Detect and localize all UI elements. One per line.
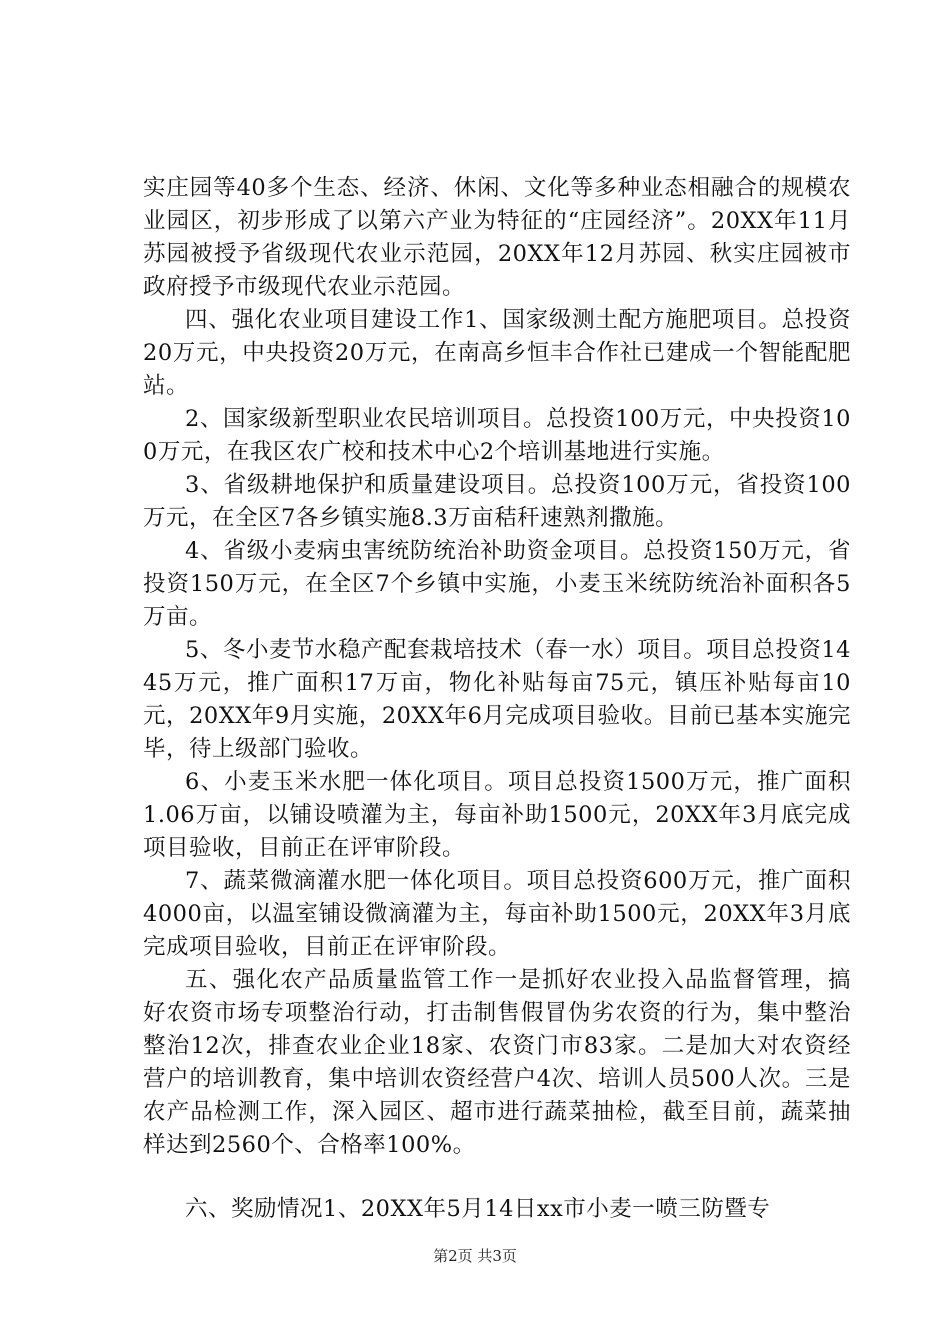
paragraph-item-4: 4、省级小麦病虫害统防统治补助资金项目。总投资150万元，省投资150万元，在全区7个乡镇中实施，小麦玉米统防统治补面积各5万亩。 xyxy=(143,538,851,630)
paragraph-item-7: 7、蔬菜微滴灌水肥一体化项目。项目总投资600万元，推广面积4000亩，以温室铺设微滴灌为主，每亩补助1500元，20XX年3月底完成项目验收，目前正在评审阶段。 xyxy=(143,868,851,960)
page-footer: 第2页 共3页 xyxy=(433,1247,517,1265)
paragraph-section-four: 四、强化农业项目建设工作1、国家级测土配方施肥项目。总投资20万元，中央投资20万元，在南高乡恒丰合作社已建成一个智能配肥站。 xyxy=(143,307,851,399)
paragraph-section-six: 六、奖励情况1、20XX年5月14日xx市小麦一喷三防暨专 xyxy=(185,1196,771,1222)
document-body xyxy=(143,172,851,1226)
paragraph-section-five: 五、强化农产品质量监管工作一是抓好农业投入品监督管理，搞好农资市场专项整治行动，打击制售假冒伪劣农资的行为，集中整治整治12次，排查农业企业18家、农资门市83家。二是加大对农资经营户的培训教育，集中培训农资经营户4次、培训人员500人次。三是农产品检测工作，深入园区、超市进行蔬菜抽检，截至目前，蔬菜抽样达到2560个、合格率100%。 xyxy=(143,967,851,1158)
paragraph-item-5: 5、冬小麦节水稳产配套栽培技术（春一水）项目。项目总投资1445万元，推广面积17万亩，物化补贴每亩75元，镇压补贴每亩10元，20XX年9月实施，20XX年6月完成项目验收。目前已基本实施完毕，待上级部门验收。 xyxy=(143,637,851,762)
paragraph-item-3: 3、省级耕地保护和质量建设项目。总投资100万元，省投资100万元，在全区7各乡镇实施8.3万亩秸秆速熟剂撒施。 xyxy=(143,472,851,531)
paragraph-estate-economy: 实庄园等40多个生态、经济、休闲、文化等多种业态相融合的规模农业园区，初步形成了以第六产业为特征的“庄园经济”。20XX年11月苏园被授予省级现代农业示范园，20XX年12月苏园、秋实庄园被市政府授予市级现代农业示范园。 xyxy=(143,175,851,300)
paragraph-item-6: 6、小麦玉米水肥一体化项目。项目总投资1500万元，推广面积1.06万亩，以铺设喷灌为主，每亩补助1500元，20XX年3月底完成项目验收，目前正在评审阶段。 xyxy=(143,769,851,861)
paragraph-item-2: 2、国家级新型职业农民培训项目。总投资100万元，中央投资100万元，在我区农广校和技术中心2个培训基地进行实施。 xyxy=(143,406,851,465)
